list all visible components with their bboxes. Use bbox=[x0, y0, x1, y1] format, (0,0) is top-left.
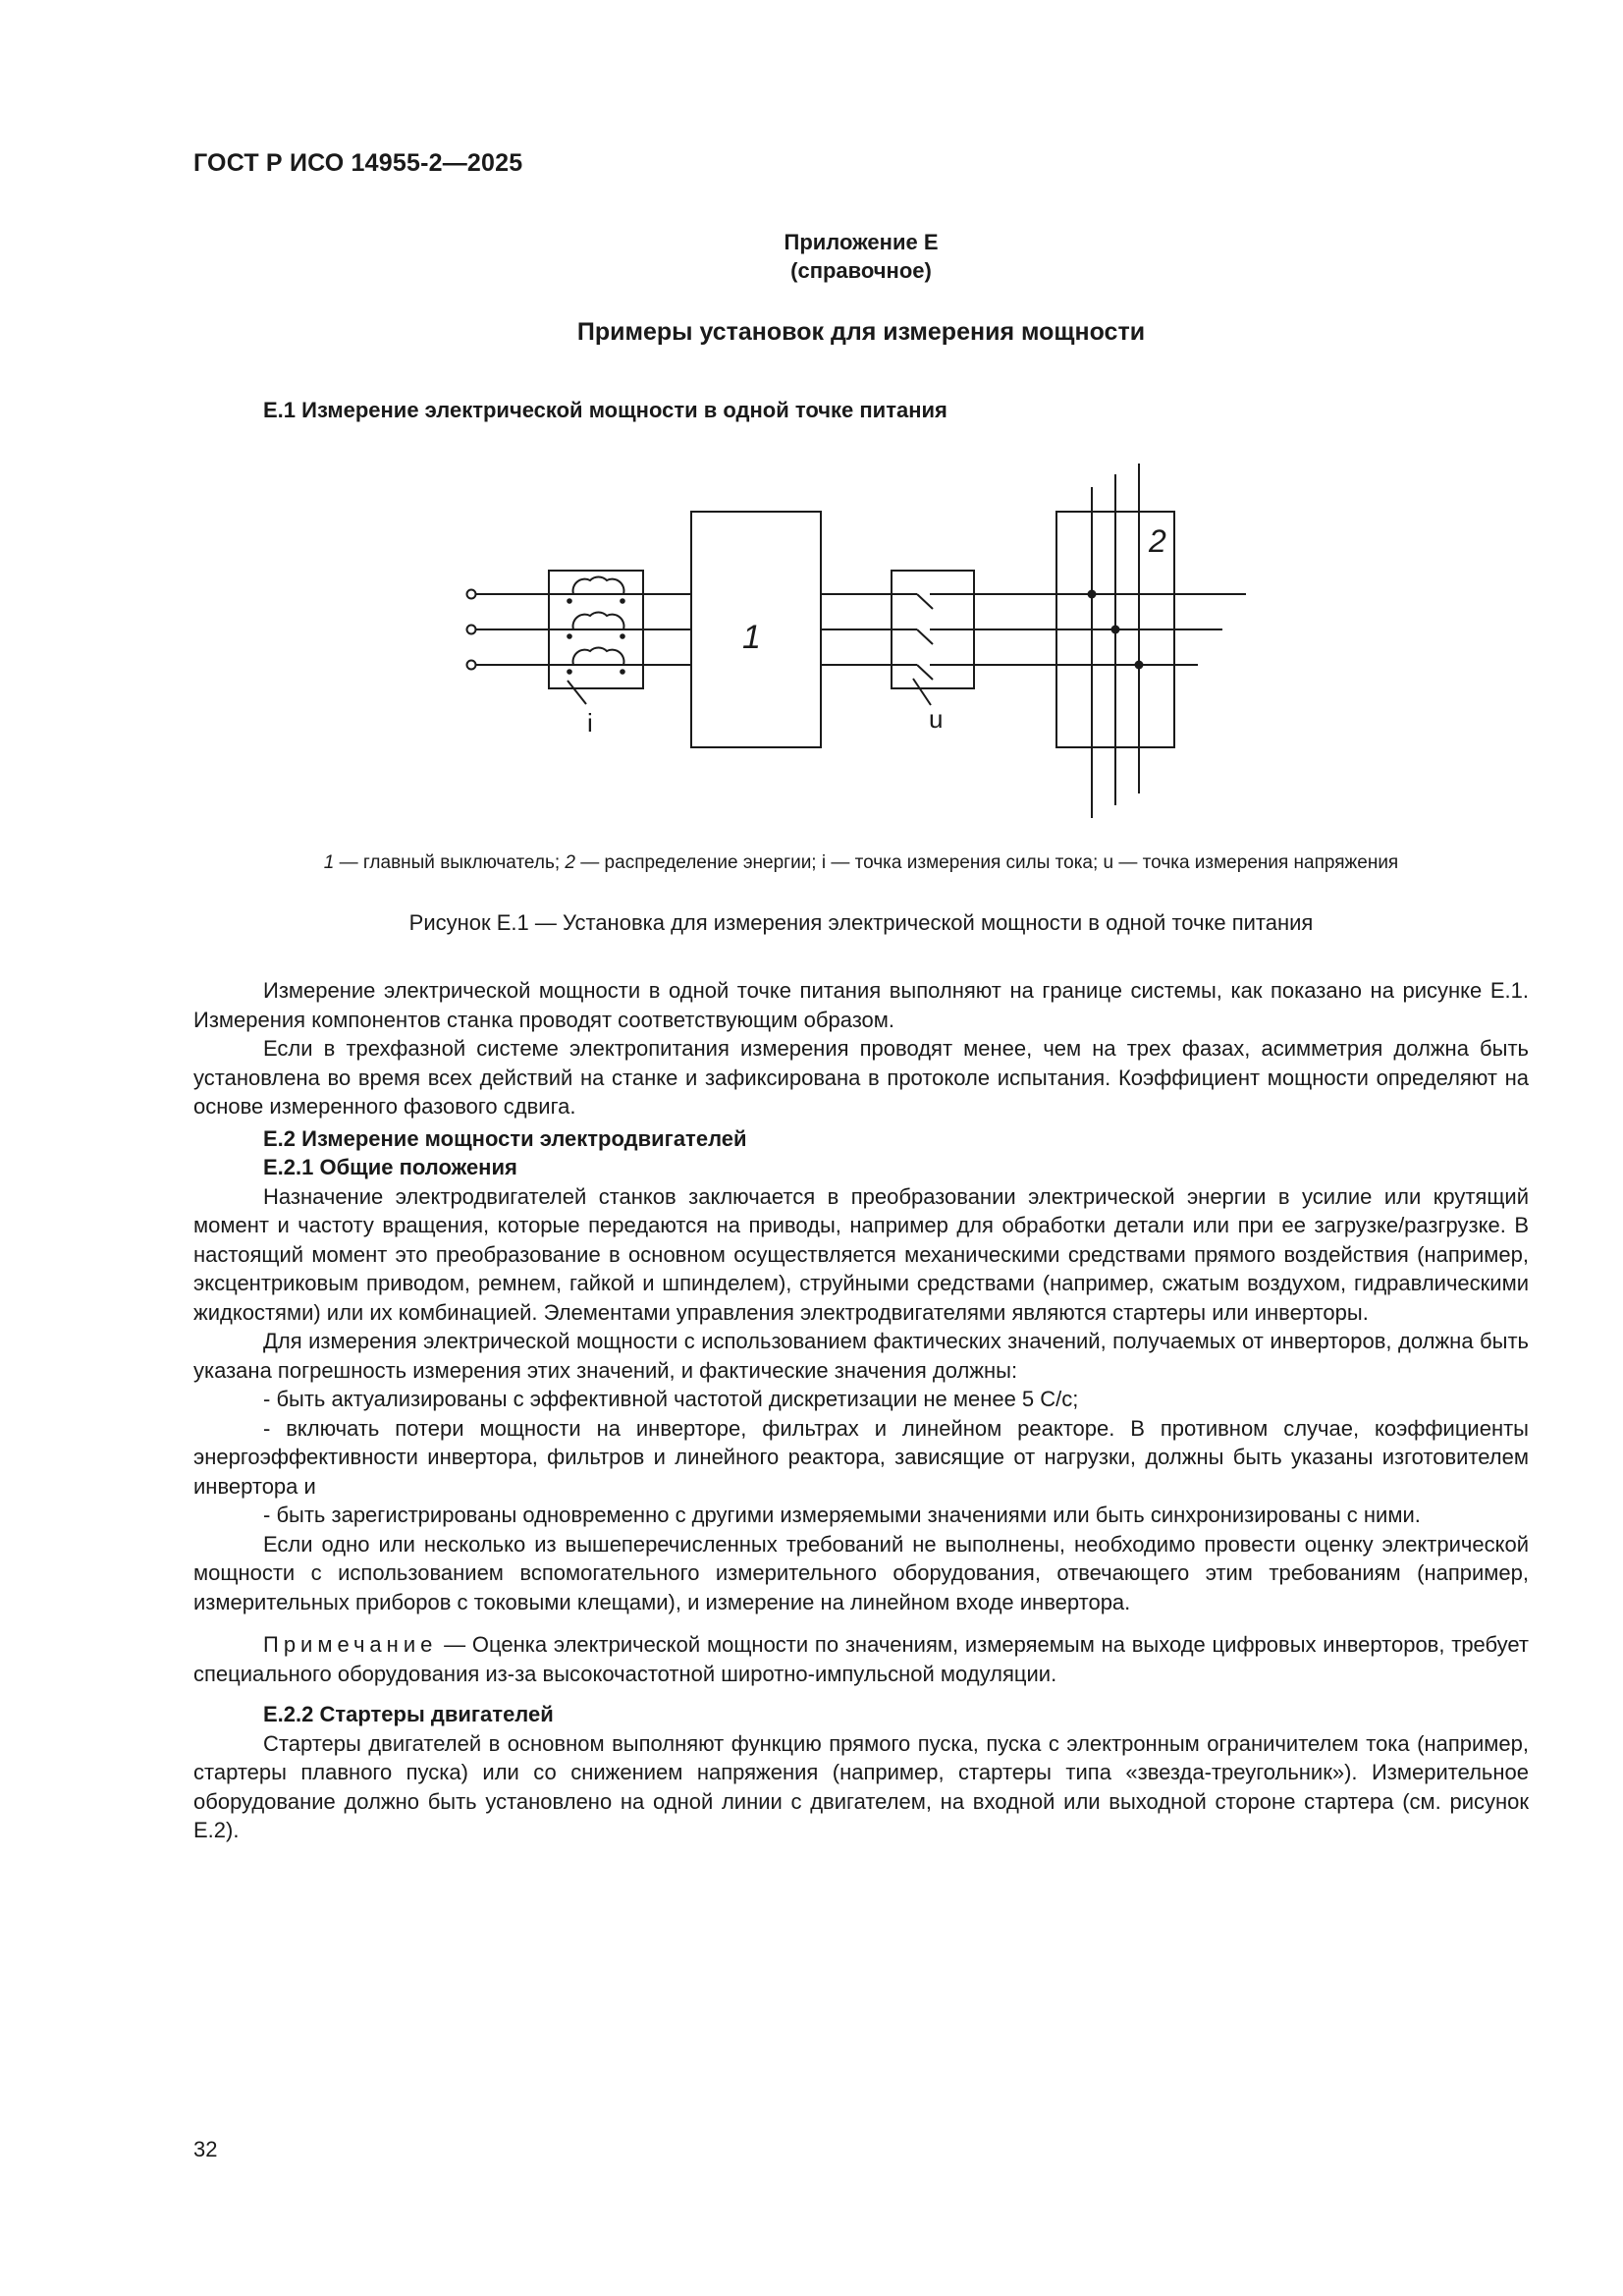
appendix-main-title: Примеры установок для измерения мощности bbox=[576, 318, 1146, 346]
page-number: 32 bbox=[193, 2137, 218, 2161]
appendix-title: Приложение Е bbox=[784, 230, 939, 254]
section-e22-title: Е.2.2 Стартеры двигателей bbox=[263, 1702, 554, 1726]
standard-header: ГОСТ Р ИСО 14955-2—2025 bbox=[193, 149, 523, 177]
paragraph: Если в трехфазной системе электропитания измерения проводят менее, чем на трех фазах, асимметрия должна быть установлена во время всех действий на станке и зафиксирована в протоколе испытания. Коэффициент мощности определяют на основе измеренного фазового сдвига. bbox=[193, 1036, 1529, 1119]
paragraph: Если одно или несколько из вышеперечисленных требований не выполнены, необходимо провести оценку электрической мощности с использованием вспомогательного измерительного оборудования, отвечающего этим требованиям (например, измерительных приборов с токовыми клещами), и измерение на линейном входе инвертора. bbox=[193, 1531, 1529, 1614]
label-main-switch: 1 bbox=[742, 619, 761, 656]
figure-e1-legend bbox=[193, 852, 1529, 874]
note-label: Примечание bbox=[263, 1632, 438, 1657]
label-distribution: 2 bbox=[1149, 523, 1166, 559]
legend-key-2: 2 bbox=[565, 852, 575, 873]
terminal-circle-3 bbox=[467, 661, 476, 670]
legend-text-1: — главный выключатель; bbox=[334, 852, 566, 873]
voltage-taps bbox=[892, 594, 974, 680]
list-item: - быть зарегистрированы одновременно с другими измеряемыми значениями или быть синхронизированы с ними. bbox=[263, 1503, 1421, 1527]
current-transformer-symbols bbox=[573, 576, 624, 665]
list-item: - быть актуализированы с эффективной частотой дискретизации не менее 5 С/с; bbox=[263, 1387, 1079, 1411]
section-e1-title: Е.1 Измерение электрической мощности в одной точке питания bbox=[263, 398, 947, 422]
label-current-point: i bbox=[587, 708, 593, 738]
body-text-block bbox=[193, 976, 1529, 1845]
section-e21-title: Е.2.1 Общие положения bbox=[263, 1155, 517, 1179]
figure-e1-caption: Рисунок Е.1 — Установка для измерения электрической мощности в одной точке питания bbox=[408, 910, 1314, 935]
note-text: — Оценка электрической мощности по значениям, измеряемым на выходе цифровых инверторов, требует специального оборудования из-за высокочастотной широтно-импульсной модуляции. bbox=[193, 1632, 1529, 1686]
list-item: - включать потери мощности на инверторе, фильтрах и линейном реакторе. В противном случае, коэффициенты энергоэффективности инвертора, фильтров и линейного реактора, зависящие от нагрузки, должны быть указаны изготовителем инвертора и bbox=[193, 1415, 1529, 1499]
paragraph: Для измерения электрической мощности с использованием фактических значений, получаемых от инверторов, должна быть указана погрешность измерения этих значений, и фактические значения должны: bbox=[193, 1329, 1529, 1383]
terminal-circle-1 bbox=[467, 590, 476, 599]
label-voltage-point: u bbox=[929, 704, 944, 734]
paragraph: Назначение электродвигателей станков заключается в преобразовании электрической энергии в усилие или крутящий момент и частоту вращения, которые передаются на приводы, например для обработки детали или при ее загрузке/разгрузке. В настоящий момент это преобразование в основном осуществляется механическими средствами прямого воздействия (например, эксцентриковым приводом, ремнем, гайкой и шпинделем), струйными средствами (например, сжатым воздухом, гидравлическими жидкостями) или их комбинацией. Элементами управления электродвигателями являются стартеры или инверторы. bbox=[193, 1183, 1529, 1325]
terminal-circle-2 bbox=[467, 626, 476, 634]
paragraph: Стартеры двигателей в основном выполняют функцию прямого пуска, пуска с электронным ограничителем тока (например, стартеры плавного пуска) или со снижением напряжения (например, стартеры типа «звезда-треугольник»). Измерительное оборудование должно быть установлено на одной линии с двигателем, на входной или выходной стороне стартера (см. рисунок Е.2). bbox=[193, 1730, 1529, 1842]
legend-key-1: 1 bbox=[323, 852, 335, 873]
legend-text-2: — распределение энергии; i — точка измерения силы тока; u — точка измерения напряжения bbox=[575, 852, 1399, 873]
paragraph: Измерение электрической мощности в одной точке питания выполняют на границе системы, как показано на рисунке Е.1. Измерения компонентов станка проводят соответствующим образом. bbox=[193, 978, 1529, 1032]
section-e2-title: Е.2 Измерение мощности электродвигателей bbox=[263, 1125, 747, 1151]
note-paragraph bbox=[193, 1630, 1529, 1688]
appendix-type: (справочное) bbox=[790, 258, 932, 283]
